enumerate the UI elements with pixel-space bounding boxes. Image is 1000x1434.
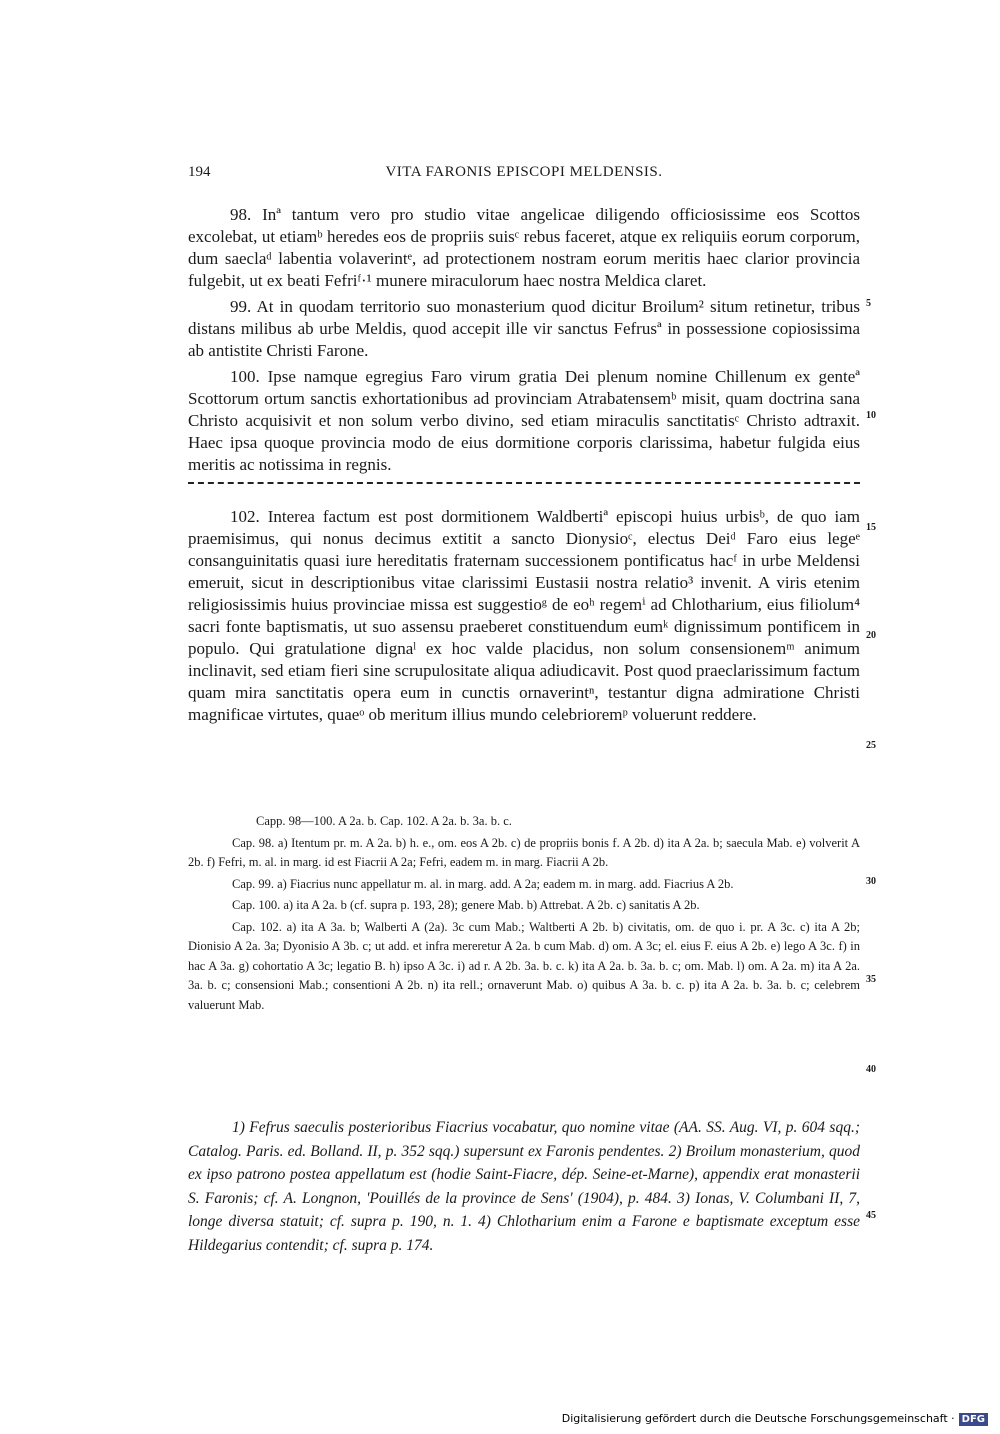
line-number: 25 xyxy=(866,740,876,751)
line-number: 45 xyxy=(866,1210,876,1221)
apparatus-entry-98: Cap. 98. a) Itentum pr. m. A 2a. b) h. e., om. eos A 2b. c) de propriis bonis f. A 2b. d) ita A 2a. b; saecula Mab. e) volverit A 2b. f) Fefri, m. al. in marg. id est Fiacrii A 2a; Fefri, eadem m. in marg. Fiacrii A 2b. xyxy=(188,835,860,869)
main-text xyxy=(188,204,860,730)
digitization-credit xyxy=(562,1412,988,1426)
dfg-logo: DFG xyxy=(959,1413,988,1426)
running-title: VITA FARONIS EPISCOPI MELDENSIS. xyxy=(385,164,663,180)
margin-line-numbers xyxy=(866,0,896,1434)
apparatus-head: Capp. 98—100. A 2a. b. Cap. 102. A 2a. b. 3a. b. c. xyxy=(256,814,512,828)
line-number: 15 xyxy=(866,522,876,533)
apparatus-entry-99: Cap. 99. a) Fiacrius nunc appellatur m. al. in marg. add. A 2a; eadem m. in marg. add. Fiacrius A 2b. xyxy=(232,876,734,891)
omission-dashed-rule xyxy=(188,482,860,484)
apparatus-entry-100: Cap. 100. a) ita A 2a. b (cf. supra p. 193, 28); genere Mab. b) Attrebat. A 2b. c) sanitatis A 2b. xyxy=(232,898,700,912)
paragraph-102: 102. Interea factum est post dormitionem Waldbertiª episcopi huius urbisᵇ, de quo iam praemisimus, qui nonus decimus extitit a sancto Dionysioᶜ, electus Deiᵈ Faro eius legeᵉ consanguinitatis quasi iure hereditatis fraternam successionem pontificatus hacᶠ in urbe Meldensi emeruit, sicut in descriptionibus vitae clarissimi Eustasii nostra relatio³ invenit. A viris etenim religiosissimis huius provinciae missa est suggestioᵍ de eoʰ regemⁱ ad Chlotharium, eius filiolum⁴ sacri fonte baptismatis, ut suo assensu praeberet constituendum eumᵏ dignissimum pontificem in populo. Qui gratulatione dignaˡ ex hoc valde placidus, non solum consensionemᵐ animum inclinavit, sed etiam fieri sine scrupulositate aliqua adiudicavit. Post quod praeclarissimum factum quam mira sanctitatis opera eum in cunctis ornaverintⁿ, testantur digna admiratione Christi magnificae virtutes, quaeᵒ ob meritum illius mundo celebrioremᵖ voluerunt reddere. xyxy=(188,507,860,724)
line-number: 30 xyxy=(866,876,876,887)
running-head xyxy=(188,164,860,188)
page-number: 194 xyxy=(188,164,211,180)
line-number: 40 xyxy=(866,1064,876,1075)
paragraph-98: 98. Inª tantum vero pro studio vitae angelicae diligendo officiosissime eos Scottos excolebat, ut etiamᵇ heredes eos de propriis suisᶜ rebus faceret, atque ex reliquiis eorum corporum, dum saeclaᵈ labentia volaverintᵉ, ad protectionem nostram eorum meritis haec clarior provincia fulgebit, ut ex beati Fefriᶠ·¹ munere miraculorum haec nostra Meldica claret. xyxy=(188,205,860,290)
credit-text: Digitalisierung gefördert durch die Deutsche Forschungsgemeinschaft · xyxy=(561,1412,955,1425)
line-number: 20 xyxy=(866,630,876,641)
critical-apparatus xyxy=(188,812,860,1017)
line-number: 5 xyxy=(866,298,871,309)
line-number: 10 xyxy=(866,410,876,421)
apparatus-entry-102: Cap. 102. a) ita A 3a. b; Walberti A (2a). 3c cum Mab.; Waltberti A 2b. b) civitatis, om. de quo i. pr. A 3c. c) ita A 2b; Dionisio A 2a. 3a; Dyonisio A 3b. c; ut add. et infra mereretur A 2a. b cum Mab. d) om. A 3c; el. eius F. eius A 2b. e) lego A 3c. f) in hac A 3a. g) cohortatio A 3c; legatio B. h) ipso A 3c. i) ad r. A 2b. 3a. b. c. k) ita A 2a. b. 3a. b. c; om. Mab. l) om. A 2a. m) ita A 2a. 3a. b. c; consensioni Mab.; consentioni A 2b. n) ita rell.; ornaverunt Mab. o) quibus A 3a. b. c. p) ita A 2a. b. 3a. b. c; celebrem valuerunt Mab. xyxy=(188,919,860,1012)
line-number: 35 xyxy=(866,974,876,985)
footnote-text: 1) Fefrus saeculis posterioribus Fiacrius vocabatur, quo nomine vitae (AA. SS. Aug. VI, p. 604 sqq.; Catalog. Paris. ed. Bolland. II, p. 352 sqq.) supersunt ex Faronis pendentes. 2) Broilum monasterium, quod ex ipso patrono postea appellatum est (hodie Saint-Fiacre, dép. Seine-et-Marne), appendix erat monasterii S. Faronis; cf. A. Longnon, 'Pouillés de la province de Sens' (1904), p. 484. 3) Ionas, V. Columbani II, 7, longe diversa statuit; cf. supra p. 190, n. 1. 4) Chlotharium enim a Farone e baptismate exceptum esse Hildegarius contendit; cf. supra p. 174. xyxy=(188,1119,860,1254)
paragraph-100: 100. Ipse namque egregius Faro virum gratia Dei plenum nomine Chillenum ex genteª Scottorum ortum sanctis exhortationibus ad provinciam Atrabatensemᵇ misit, quam doctrina sana Christo acquisivit et non solum verbo divino, sed etiam miraculis sanctitatisᶜ Christo adtraxit. Haec ipsa quoque provincia modo de eius dormitione corporis clarissima, habetur fulgida eius meritis ac notissima in regnis. xyxy=(188,367,860,474)
paragraph-99: 99. At in quodam territorio suo monasterium quod dicitur Broilum² situm retinetur, tribus distans milibus ab urbe Meldis, quod accepit ille vir sanctus Fefrusª in possessione copiosissima ab antistite Christi Farone. xyxy=(188,297,860,360)
footnotes xyxy=(188,1116,860,1257)
